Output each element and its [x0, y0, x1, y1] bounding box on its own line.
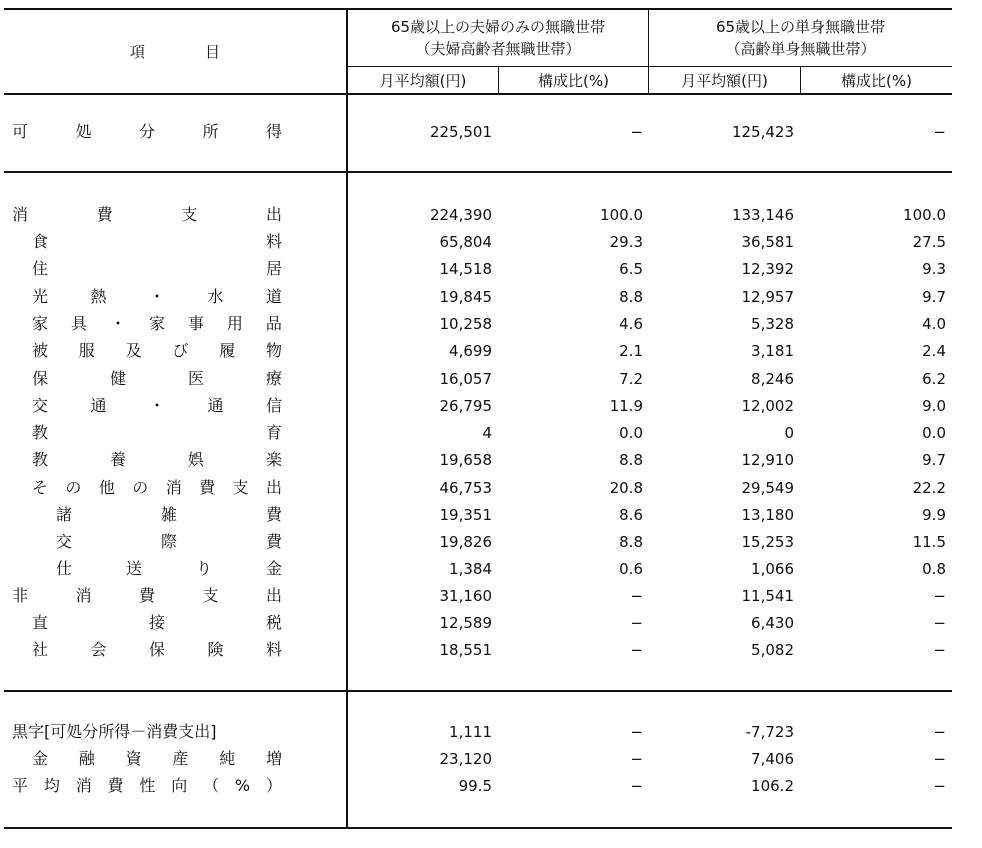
g2-ratio-cell: −	[933, 723, 946, 741]
g2-amount-cell: 125,423	[731, 123, 794, 141]
g2-amount-header: 月平均額(円)	[681, 72, 768, 90]
row-label: 仕 送 り 金	[56, 559, 282, 578]
row-label: 交 際 費	[56, 532, 282, 551]
g2-amount-cell: 15,253	[741, 533, 794, 551]
g2-ratio-cell: −	[933, 123, 946, 141]
g2-ratio-cell: 0.0	[922, 424, 946, 442]
g2-ratio-cell: −	[933, 750, 946, 768]
g1-amount-cell: 4,699	[449, 342, 492, 360]
g2-amount-cell: -7,723	[745, 723, 794, 741]
g2-amount-cell: 12,002	[741, 397, 794, 415]
g2-amount-cell: 1,066	[751, 560, 794, 578]
g1-ratio-cell: 8.8	[619, 533, 643, 551]
top-rule	[4, 8, 952, 10]
g2-ratio-cell: 9.0	[922, 397, 946, 415]
g2-amount-cell: 3,181	[751, 342, 794, 360]
g1-amount-cell: 16,057	[439, 370, 492, 388]
g1-ratio-cell: 100.0	[600, 206, 643, 224]
g1-amount-header: 月平均額(円)	[379, 72, 467, 90]
g1-amount-cell: 46,753	[439, 479, 492, 497]
row-label: 保 健 医 療	[32, 369, 282, 388]
header-bottom-rule	[4, 93, 952, 95]
g2-ratio-cell: −	[933, 587, 946, 605]
g2-ratio-cell: 9.9	[922, 506, 946, 524]
g2-ratio-cell: 9.3	[922, 260, 946, 278]
g2-amount-cell: 7,406	[751, 750, 794, 768]
g2-ratio-cell: 9.7	[922, 288, 946, 306]
g2-amount-cell: 0	[784, 424, 794, 442]
g2-ratio-cell: 4.0	[922, 315, 946, 333]
g1-amount-cell: 19,658	[439, 451, 492, 469]
g2-amount-cell: 5,328	[751, 315, 794, 333]
g1-ratio-cell: 8.6	[619, 506, 643, 524]
g1-ratio-cell: 0.6	[619, 560, 643, 578]
g2-ratio-cell: −	[933, 614, 946, 632]
g2-amount-cell: 36,581	[741, 233, 794, 251]
g2-amount-cell: 12,392	[741, 260, 794, 278]
g2-ratio-cell: 6.2	[922, 370, 946, 388]
g2-amount-cell: 8,246	[751, 370, 794, 388]
g1-amount-cell: 12,589	[439, 614, 492, 632]
row-label: 可 処 分 所 得	[12, 122, 282, 141]
g2-amount-cell: 106.2	[751, 777, 794, 795]
g1-ratio-cell: 8.8	[619, 288, 643, 306]
g1-ratio-cell: 11.9	[609, 397, 643, 415]
g2-ratio-cell: 100.0	[903, 206, 946, 224]
row-label: 交 通 ・ 通 信	[32, 396, 282, 415]
g2-amount-cell: 12,957	[741, 288, 794, 306]
g2-amount-cell: 11,541	[741, 587, 794, 605]
g1-amount-cell: 14,518	[439, 260, 492, 278]
section-rule-2	[4, 690, 952, 692]
bottom-rule	[4, 827, 952, 829]
row-label: 被 服 及 び 履 物	[32, 341, 282, 360]
group2-subtitle: （高齢単身無職世帯）	[725, 40, 876, 58]
g1-amount-cell: 99.5	[458, 777, 492, 795]
g1-amount-cell: 4	[482, 424, 492, 442]
g2-amount-cell: 5,082	[751, 641, 794, 659]
g2-ratio-cell: 22.2	[912, 479, 946, 497]
group1-title: 65歳以上の夫婦のみの無職世帯	[390, 18, 606, 36]
group1-subtitle: （夫婦高齢者無職世帯）	[415, 40, 581, 58]
g1-ratio-cell: −	[630, 723, 643, 741]
g2-ratio-cell: −	[933, 777, 946, 795]
g2-amount-cell: 6,430	[751, 614, 794, 632]
g1-ratio-cell: −	[630, 750, 643, 768]
g1-ratio-cell: 7.2	[619, 370, 643, 388]
g1-ratio-cell: 0.0	[619, 424, 643, 442]
g2-amount-cell: 13,180	[741, 506, 794, 524]
g1-ratio-cell: 20.8	[609, 479, 643, 497]
g2-ratio-cell: −	[933, 641, 946, 659]
g2-amount-cell: 133,146	[731, 206, 794, 224]
g1-amount-cell: 1,384	[449, 560, 492, 578]
g1-ratio-cell: −	[630, 614, 643, 632]
item-column-header: 項 目	[129, 43, 220, 61]
g1-amount-cell: 65,804	[439, 233, 492, 251]
row-label: 金 融 資 産 純 増	[32, 749, 282, 768]
g1-ratio-cell: 2.1	[619, 342, 643, 360]
g1-ratio-cell: 8.8	[619, 451, 643, 469]
g1-amount-cell: 1,111	[449, 723, 492, 741]
g1-amount-cell: 26,795	[439, 397, 492, 415]
g2-ratio-header: 構成比(%)	[841, 72, 912, 90]
g2-ratio-cell: 27.5	[912, 233, 946, 251]
row-label: 直 接 税	[32, 613, 282, 632]
g1-amount-cell: 18,551	[439, 641, 492, 659]
row-label: そ の 他 の 消 費 支 出	[32, 478, 282, 497]
g1-ratio-cell: 29.3	[609, 233, 643, 251]
g1-amount-cell: 10,258	[439, 315, 492, 333]
g1-ratio-cell: −	[630, 587, 643, 605]
row-label: 食 料	[32, 232, 282, 251]
row-label: 家 具 ・ 家 事 用 品	[32, 314, 282, 333]
g1-amount-cell: 31,160	[439, 587, 492, 605]
g2-ratio-cell: 9.7	[922, 451, 946, 469]
vertical-rule-items	[346, 8, 348, 829]
g1-ratio-cell: −	[630, 777, 643, 795]
row-label: 消 費 支 出	[12, 205, 282, 224]
g1-ratio-header: 構成比(%)	[538, 72, 609, 90]
g2-ratio-cell: 0.8	[922, 560, 946, 578]
row-label: 教 養 娯 楽	[32, 450, 282, 469]
group2-title: 65歳以上の単身無職世帯	[715, 18, 886, 36]
g2-ratio-cell: 2.4	[922, 342, 946, 360]
g2-amount-cell: 29,549	[741, 479, 794, 497]
g1-amount-cell: 225,501	[429, 123, 492, 141]
row-label: 社 会 保 険 料	[32, 640, 282, 659]
g1-ratio-cell: −	[630, 123, 643, 141]
section-rule-1	[4, 171, 952, 173]
g2-ratio-cell: 11.5	[912, 533, 946, 551]
row-label: 光 熱 ・ 水 道	[32, 287, 282, 306]
g1-amount-cell: 19,351	[439, 506, 492, 524]
g1-ratio-cell: 6.5	[619, 260, 643, 278]
g1-ratio-cell: −	[630, 641, 643, 659]
row-label: 住 居	[32, 259, 282, 278]
g1-amount-cell: 19,845	[439, 288, 492, 306]
g1-amount-cell: 23,120	[439, 750, 492, 768]
g2-amount-cell: 12,910	[741, 451, 794, 469]
g1-ratio-cell: 4.6	[619, 315, 643, 333]
header-divider-groups	[348, 66, 952, 67]
g1-amount-cell: 224,390	[429, 206, 492, 224]
row-label: 平 均 消 費 性 向 （ % ）	[12, 776, 282, 795]
row-label: 非 消 費 支 出	[12, 586, 282, 605]
g1-amount-cell: 19,826	[439, 533, 492, 551]
row-label: 黒字[可処分所得－消費支出]	[12, 722, 217, 741]
row-label: 教 育	[32, 423, 282, 442]
row-label: 諸 雑 費	[56, 505, 282, 524]
